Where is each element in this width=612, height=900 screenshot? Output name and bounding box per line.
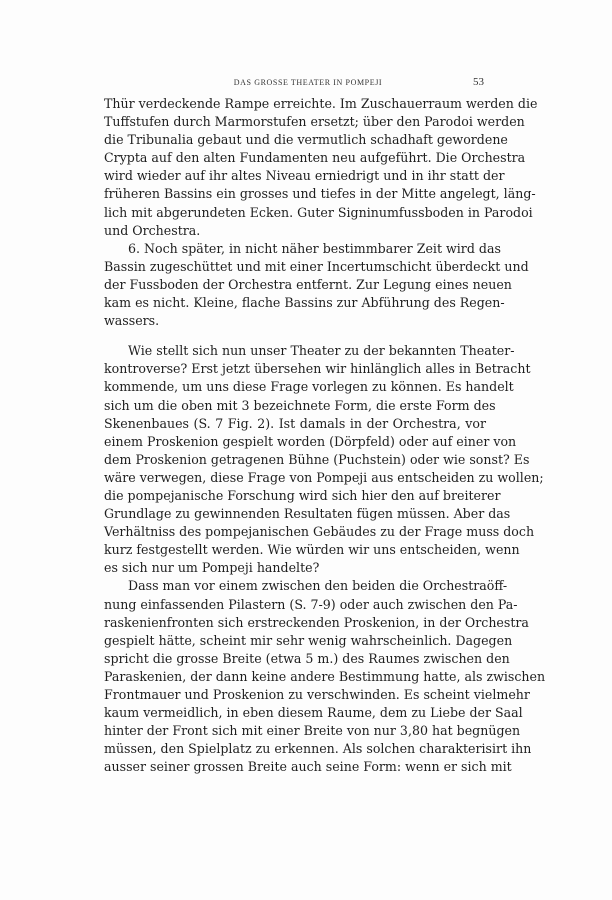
text-line: Frontmauer und Proskenion zu verschwinden. Es scheint vielmehr — [104, 687, 530, 702]
text-line: 6. Noch später, in nicht näher bestimmbarer Zeit wird das — [128, 240, 501, 256]
text-line: Wie stellt sich nun unser Theater zu der bekannten Theater- — [128, 343, 515, 359]
text-line: Bassin zugeschüttet und mit einer Incertumschicht überdeckt und — [104, 258, 529, 274]
text-line: es sich nur um Pompeji handelte? — [104, 560, 320, 576]
text-line: gespielt hätte, scheint mir sehr wenig wahrscheinlich. Dagegen — [104, 632, 513, 648]
paragraph — [104, 342, 544, 577]
text-line: sich um die oben mit 3 bezeichnete Form, die erste Form des — [104, 397, 496, 413]
text-line: einem Proskenion gespielt worden (Dörpfeld) oder auf einer von — [104, 433, 517, 449]
text-line: kam es nicht. Kleine, flache Bassins zur Abführung des Regen- — [104, 295, 505, 311]
text-line: dem Proskenion getragenen Bühne (Puchstein) oder wie sonst? Es — [104, 451, 530, 467]
text-line: Paraskenien, der dann keine andere Bestimmung hatte, als zwischen — [104, 668, 546, 684]
body-text — [104, 95, 546, 776]
text-line: Crypta auf den alten Fundamenten neu aufgeführt. Die Orchestra — [104, 150, 526, 166]
text-line: der Fussboden der Orchestra entfernt. Zur Legung eines neuen — [104, 276, 512, 292]
text-line: die Tribunalia gebaut und die vermutlich schadhaft gewordene — [104, 132, 508, 148]
text-line: lich mit abgerundeten Ecken. Guter Signinumfussboden in Parodoi — [104, 204, 533, 220]
page-number: 53 — [473, 76, 484, 88]
paragraph — [104, 240, 529, 330]
text-line: Tuffstufen durch Marmorstufen ersetzt; über den Parodoi werden — [104, 114, 525, 130]
paragraph-gap — [104, 330, 486, 342]
text-line: ausser seiner grossen Breite auch seine Form: wenn er sich mit — [104, 759, 512, 775]
text-line: kontroverse? Erst jetzt übersehen wir hinlänglich alles in Betracht — [104, 361, 531, 377]
text-line: Verhältniss des pompejanischen Gebäudes zu der Frage muss doch — [104, 524, 535, 540]
text-line: müssen, den Spielplatz zu erkennen. Als solchen charakterisirt ihn — [104, 741, 532, 757]
text-line: kurz festgestellt werden. Wie würden wir uns entscheiden, wenn — [104, 542, 520, 558]
text-line: und Orchestra. — [104, 222, 201, 238]
text-line: die pompejanische Forschung wird sich hier den auf breiterer — [104, 487, 501, 503]
text-line: nung einfassenden Pilastern (S. 7-9) oder auch zwischen den Pa- — [104, 596, 518, 612]
running-head — [106, 78, 484, 92]
text-line: Dass man vor einem zwischen den beiden die Orchestraöff- — [128, 578, 508, 594]
text-line: hinter der Front sich mit einer Breite von nur 3,80 hat begnügen — [104, 723, 521, 739]
running-title: DAS GROSSE THEATER IN POMPEJI — [233, 78, 383, 87]
paragraph — [104, 577, 546, 776]
text-line: raskenienfronten sich erstreckenden Proskenion, in der Orchestra — [104, 614, 529, 630]
text-line: kaum vermeidlich, in eben diesem Raume, dem zu Liebe der Saal — [104, 705, 523, 721]
text-line: spricht die grosse Breite (etwa 5 m.) des Raumes zwischen den — [104, 650, 510, 666]
paragraph — [104, 95, 538, 240]
text-line: Thür verdeckende Rampe erreichte. Im Zuschauerraum werden die — [104, 96, 538, 111]
text-line: wassers. — [104, 313, 160, 329]
text-line: wäre verwegen, diese Frage von Pompeji aus entscheiden zu wollen; — [104, 469, 544, 485]
text-line: Skenenbaues (S. 7 Fig. 2). Ist damals in der Orchestra, vor — [104, 415, 486, 431]
text-line: Grundlage zu gewinnenden Resultaten fügen müssen. Aber das — [104, 506, 511, 522]
text-line: kommende, um uns diese Frage vorlegen zu können. Es handelt — [104, 379, 514, 395]
text-line: wird wieder auf ihr altes Niveau erniedrigt und in ihr statt der — [104, 168, 505, 184]
text-line: früheren Bassins ein grosses und tiefes in der Mitte angelegt, läng- — [104, 186, 536, 202]
